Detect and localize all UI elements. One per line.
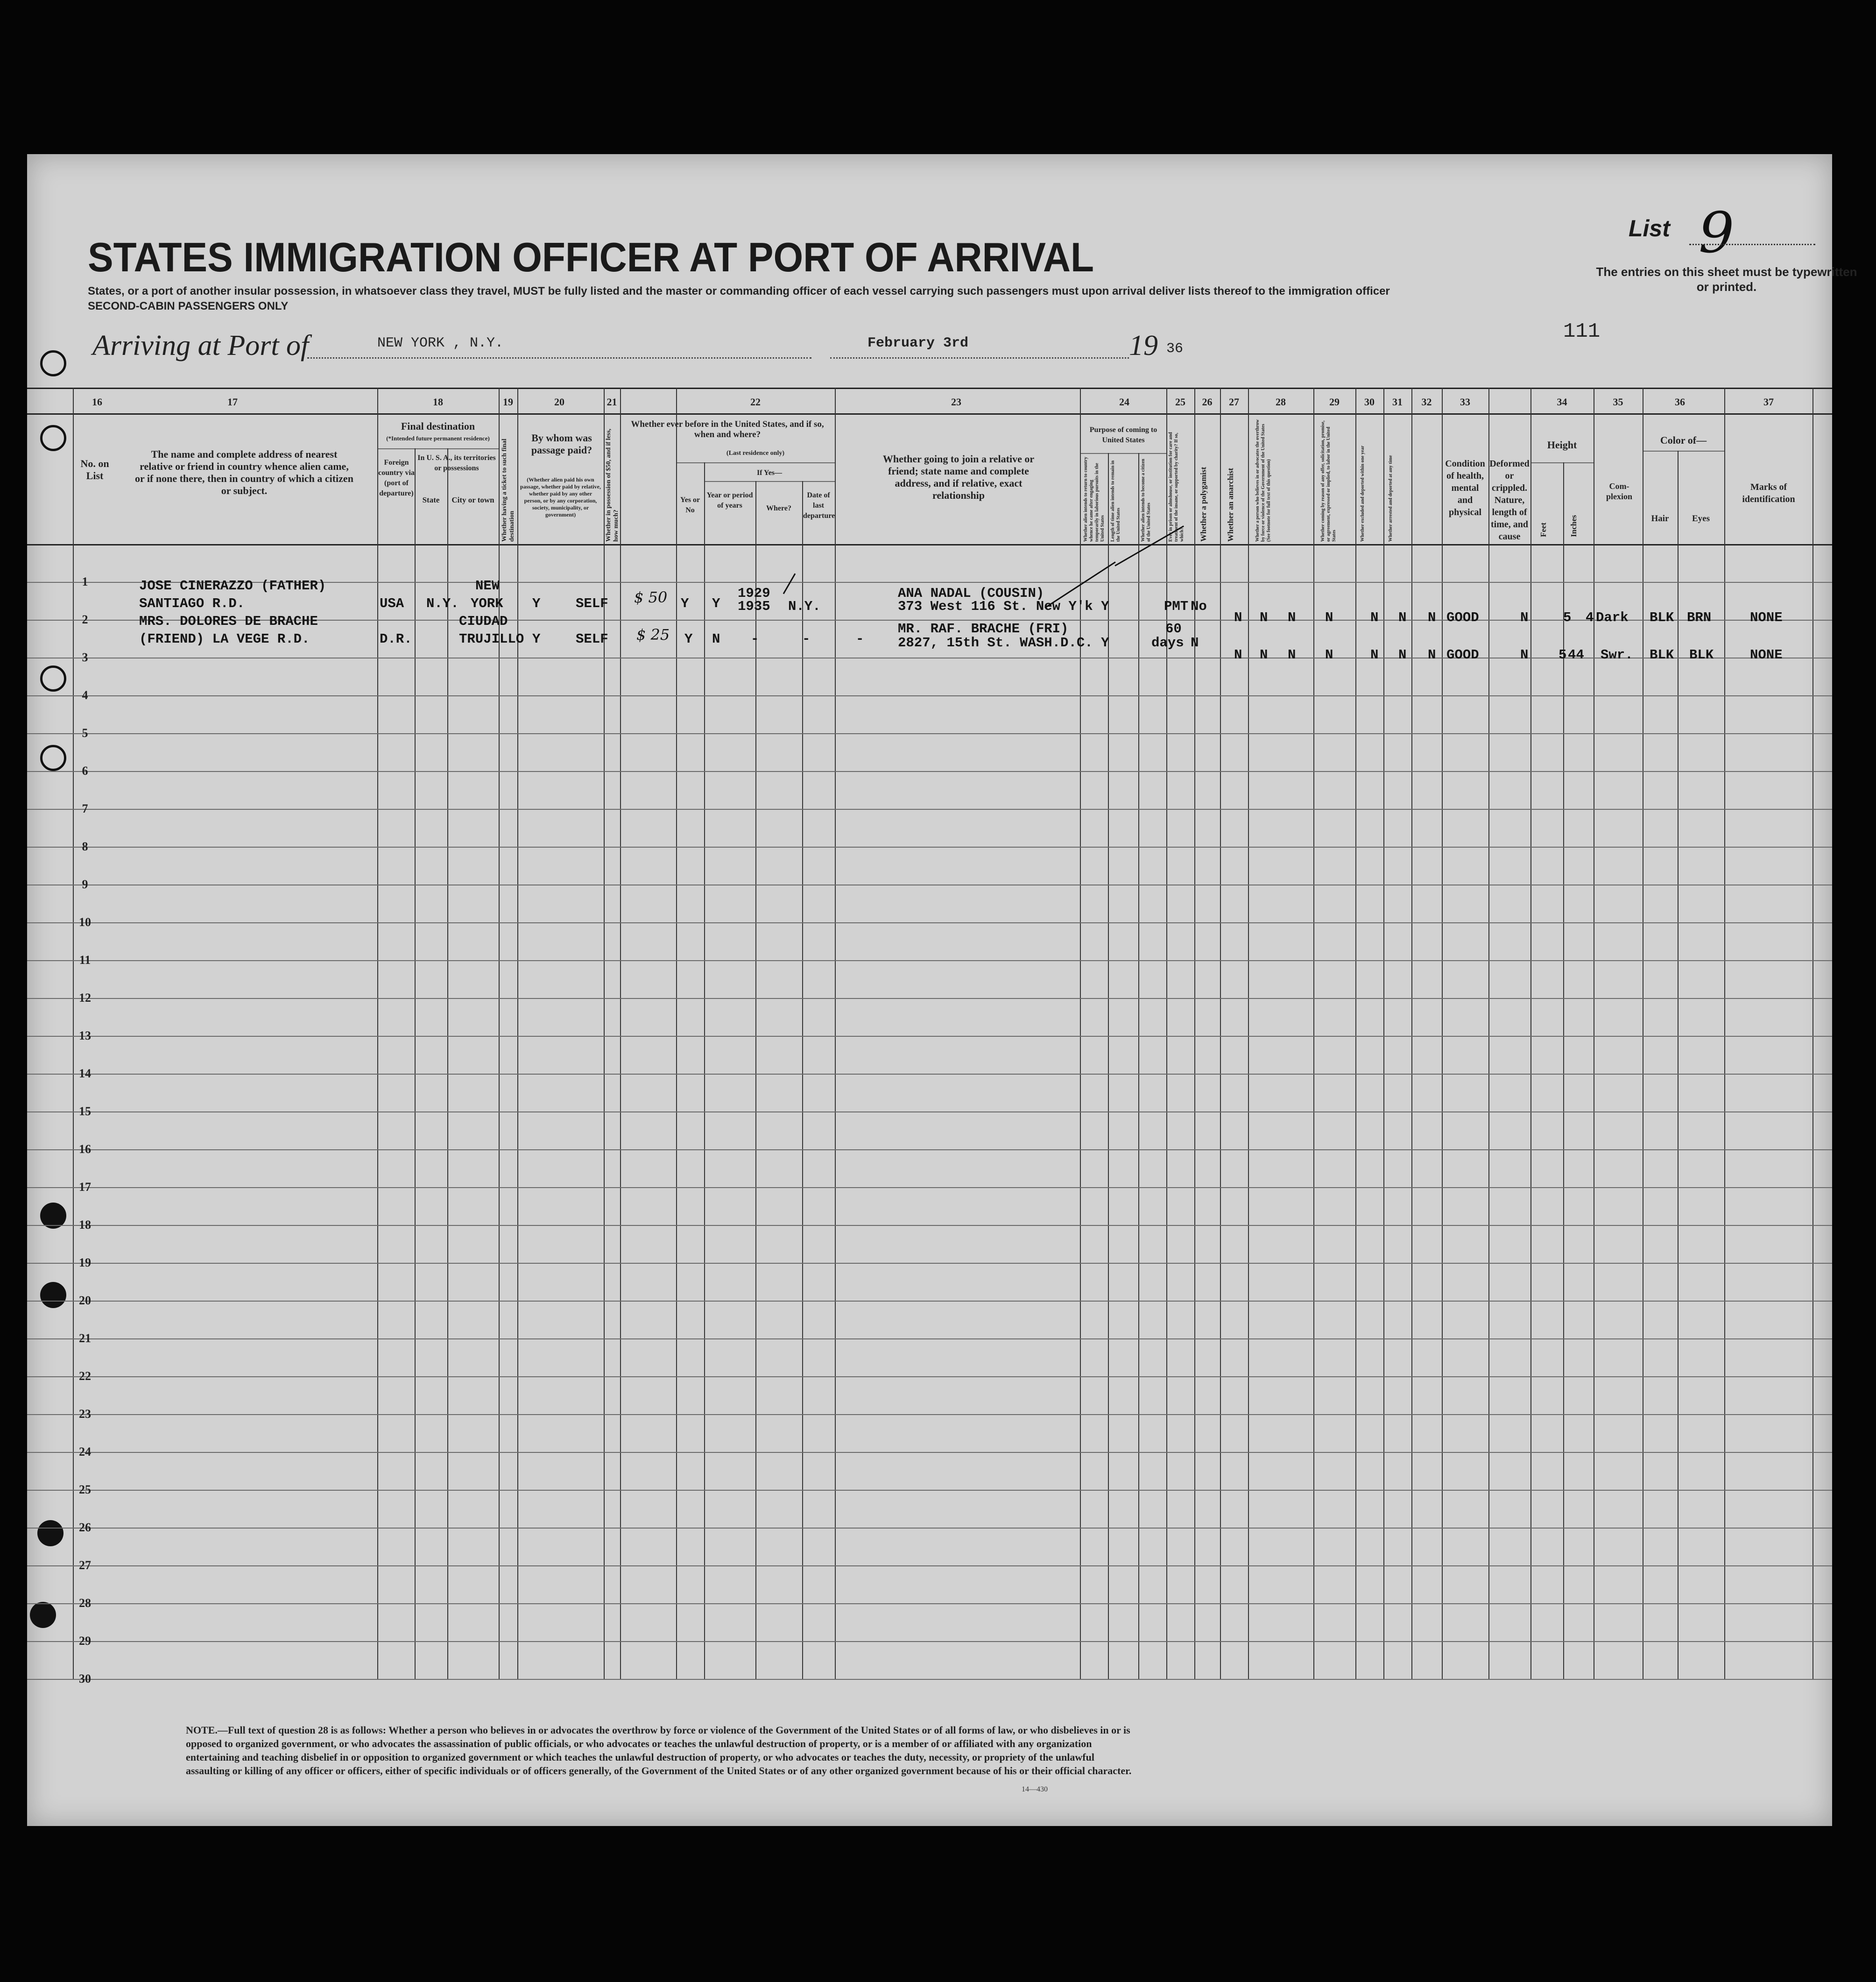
- header-last-residence: (Last residence only): [726, 450, 785, 457]
- entry-1-join-line1: ANA NADAL (COUSIN): [898, 586, 1044, 601]
- column-number: 29: [1329, 396, 1340, 408]
- header-in-usa: In U. S. A., its territories or possessions: [417, 454, 496, 472]
- header-q31: Whether arrested and deported at any time: [1388, 455, 1393, 542]
- row-rule: [27, 922, 1832, 923]
- header-final-destination: Final destination: [401, 420, 475, 432]
- header-relative-address: The name and complete address of nearest relative or friend in country whence alien came, or if none there, then in country of which a citizen or subject.: [135, 448, 353, 496]
- rule: [27, 388, 1832, 389]
- entry-2-anarchist: N: [1288, 647, 1296, 663]
- row-rule: [27, 1679, 1832, 1680]
- entry-1-marks: NONE: [1750, 610, 1783, 625]
- entry-1-ever-before: Y: [712, 596, 720, 611]
- col-line: [447, 448, 448, 1679]
- col-line: [755, 481, 756, 1679]
- entry-1-foreign-country: USA: [380, 596, 404, 611]
- col-line: [676, 388, 677, 1679]
- header-prison: Ever in prison or almshouse, or institution for care and treatment of the insane, or supported by charity? If so, which?: [1168, 432, 1185, 542]
- col-line: [1383, 388, 1384, 1679]
- entry-2-deformed: N: [1520, 647, 1529, 663]
- row-rule: [27, 1187, 1832, 1188]
- row-rule: [27, 1301, 1832, 1302]
- column-number: 33: [1460, 396, 1470, 408]
- entry-1-complexion: Dark: [1596, 610, 1629, 625]
- col-line: [1530, 388, 1531, 1679]
- row-number: 11: [79, 953, 91, 967]
- rule: [676, 462, 835, 463]
- header-polygamist: Whether a polygamist: [1199, 467, 1208, 542]
- list-number: 9: [1699, 201, 1735, 266]
- entry-2-foreign-country: D.R.: [380, 631, 412, 647]
- header-color-of: Color of—: [1660, 434, 1707, 446]
- row-number: 24: [79, 1445, 91, 1458]
- row-number: 18: [79, 1218, 91, 1232]
- manifest-grid: [27, 388, 1832, 1695]
- row-number: 17: [79, 1180, 91, 1194]
- header-join-relative: Whether going to join a relative or friend; state name and complete address, and if relative, exact relationship: [882, 453, 1035, 501]
- page-subtitle: [88, 284, 1512, 314]
- header-purpose-return: Whether alien intends to return to country whence he came after engaging temporarily in laborious pursuits in the United States: [1083, 457, 1105, 542]
- row-number: 25: [79, 1483, 91, 1496]
- column-number: 26: [1202, 396, 1213, 408]
- column-number: 34: [1557, 396, 1567, 408]
- row-rule: [27, 1565, 1832, 1566]
- entry-2-where: -: [802, 631, 811, 647]
- entry-1-polygamist: N: [1260, 610, 1268, 625]
- rule: [1080, 453, 1166, 454]
- entry-2-polygamist: N: [1260, 647, 1268, 663]
- header-purpose-citizen: Whether alien intends to become a citizen of the United States: [1141, 459, 1151, 542]
- column-number: 23: [951, 396, 961, 408]
- header-possession-50: Whether in possession of $50, and if less, how much?: [605, 428, 620, 542]
- col-line: [1678, 451, 1679, 1679]
- header-complexion: Com-plexion: [1606, 481, 1632, 501]
- entry-1-feet: 5: [1563, 610, 1572, 625]
- row-rule: [27, 1528, 1832, 1529]
- entry-1-join-line2: 373 West 116 St. New Y'k Y: [898, 599, 1109, 614]
- header-if-yes: If Yes—: [756, 469, 783, 477]
- header-purpose-length: Length of time alien intends to remain in the United States: [1110, 460, 1121, 542]
- column-number: 27: [1229, 396, 1239, 408]
- column-number: 18: [433, 396, 443, 408]
- col-line: [802, 481, 803, 1679]
- header-eyes: Eyes: [1692, 514, 1710, 524]
- entry-1-q31: N: [1428, 610, 1436, 625]
- entry-1-prison: N: [1234, 610, 1242, 625]
- header-hair: Hair: [1651, 514, 1669, 524]
- entry-1-relative-line1: JOSE CINERAZZO (FATHER): [139, 578, 326, 594]
- arrival-year-prefix: 19: [1129, 330, 1158, 361]
- header-height: Height: [1547, 439, 1577, 451]
- entry-1-hair: BLK: [1650, 610, 1674, 625]
- column-number: 28: [1276, 396, 1286, 408]
- entry-2-citizen: N: [1191, 635, 1199, 651]
- entry-2-q29: N: [1370, 647, 1379, 663]
- header-marks: Marks of identification: [1742, 482, 1795, 504]
- subtitle-line: States, or a port of another insular possession, in whatsoever class they travel, MUST be fully listed and the master or commanding officer of each vessel carrying such passengers must upon arrival deliver lists thereof to the immigration officer: [88, 285, 1390, 297]
- arrival-date: February 3rd: [867, 335, 969, 351]
- entry-2-inches: 44: [1568, 647, 1584, 663]
- rule: [27, 544, 1832, 545]
- header-condition: Condition of health, mental and physical: [1445, 459, 1485, 517]
- entry-1-year-line2: 1935: [738, 599, 770, 614]
- header-ever-before: Whether ever before in the United States, and if so, when and where?: [631, 419, 824, 439]
- row-number: 16: [79, 1142, 91, 1156]
- header-deformed: Deformed or crippled. Nature, length of time, and cause: [1489, 459, 1530, 542]
- column-number: 16: [92, 396, 102, 408]
- header-final-destination-note: (*Intended future permanent residence): [386, 435, 490, 442]
- row-number: 13: [79, 1029, 91, 1042]
- header-passage-paid: By whom was passage paid?: [531, 432, 592, 456]
- col-line: [1313, 388, 1314, 1679]
- page-title: STATES IMMIGRATION OFFICER AT PORT OF ARRIVAL: [88, 234, 1094, 280]
- arriving-label: Arriving at Port of: [92, 330, 309, 361]
- row-rule: [27, 1641, 1832, 1642]
- entry-2-marks: NONE: [1750, 647, 1783, 663]
- footnote: NOTE.—Full text of question 28 is as follows: Whether a person who believes in or advocates the overthrow by force or violence of the Government of the United States or of all forms of law, or who disbelieves in or is opposed to organized government, or who advocates the assassination of public officials, or who advocates or teaches the unlawful destruction of property, or is a member of or affiliated with any organization entertaining and teaching disbelief in or opposition to organized government or which teaches the unlawful destruction of property, or who advocates or teaches the duty, necessity, or propriety of the unlawful assaulting or killing of any officer or officers, either of specific individuals or of officers generally, of the Government of the United States or of any other organized government because of his or their official character.: [186, 1724, 1132, 1777]
- col-line: [1248, 388, 1249, 1679]
- header-passage-paid-note: (Whether alien paid his own passage, whether paid by relative, whether paid by any other person, or by any corporation, society, municipality, or government): [520, 476, 601, 518]
- entry-1-health: GOOD: [1446, 610, 1479, 625]
- row-number: 20: [79, 1294, 91, 1307]
- col-line: [704, 462, 705, 1679]
- row-number: 23: [79, 1407, 91, 1421]
- entry-1-city-line2: YORK: [471, 596, 503, 611]
- entry-2-relative-line1: MRS. DOLORES DE BRACHE: [139, 614, 318, 629]
- rule: [1530, 462, 1594, 463]
- row-number: 15: [79, 1104, 91, 1118]
- entry-2-complexion: Swr.: [1601, 647, 1633, 663]
- entry-1-eyes: BRN: [1687, 610, 1712, 625]
- rule: [377, 448, 499, 449]
- column-number: 32: [1421, 396, 1432, 408]
- entry-1-citizen: No: [1191, 599, 1207, 614]
- row-rule: [27, 847, 1832, 848]
- row-number: 3: [82, 651, 88, 664]
- row-rule: [27, 1149, 1832, 1150]
- col-line: [1411, 388, 1412, 1679]
- entry-1-possession-50: Y: [681, 596, 689, 611]
- header-ticket: Whether having a ticket to such final destination: [501, 439, 515, 542]
- column-number: 25: [1175, 396, 1185, 408]
- date-line: [830, 357, 1129, 359]
- header-inches: Inches: [1569, 515, 1578, 537]
- list-number-line: [1689, 244, 1815, 245]
- entry-2-city-line2: TRUJILLO: [459, 631, 524, 647]
- header-anarchist: Whether an anarchist: [1226, 467, 1235, 542]
- entry-1-state: N.Y.: [426, 596, 459, 611]
- header-date-last-departure: Date of last departure: [803, 491, 835, 520]
- entry-1-ticket: Y: [532, 596, 541, 611]
- column-number: 35: [1613, 396, 1623, 408]
- entry-1-passage-paid: SELF: [576, 596, 608, 611]
- row-rule: [27, 1603, 1832, 1604]
- column-number: 19: [503, 396, 513, 408]
- entry-1-q30: N: [1398, 610, 1407, 625]
- entry-2-ever-before: N: [712, 631, 720, 647]
- entry-2-cash-note: $ 25: [636, 626, 670, 644]
- entry-1-inches: 4: [1586, 610, 1594, 625]
- col-line: [1220, 388, 1221, 1679]
- entry-2-possession-50: Y: [684, 631, 693, 647]
- entry-1-cash-note: $ 50: [634, 588, 668, 606]
- column-number: 30: [1364, 396, 1375, 408]
- col-line: [377, 388, 378, 1679]
- col-line: [1563, 462, 1564, 1679]
- form-number: 14—430: [1022, 1785, 1048, 1793]
- header-q28: Whether a person who believes in or advocates the overthrow by force or violence of the Government of the United States (See footnote for full text of this question): [1255, 419, 1271, 542]
- rule: [27, 413, 1832, 415]
- entry-2-length-stay-line1: 60: [1165, 621, 1182, 637]
- row-number: 4: [82, 688, 88, 702]
- sheet-number: 111: [1563, 320, 1601, 343]
- entry-2-join-line2: 2827, 15th St. WASH.D.C. Y: [898, 635, 1109, 651]
- col-line: [1442, 388, 1443, 1679]
- list-label: List: [1629, 215, 1670, 241]
- col-line: [1488, 388, 1489, 1679]
- row-number: 19: [79, 1256, 91, 1269]
- column-number: 37: [1763, 396, 1774, 408]
- row-number: 5: [82, 726, 88, 740]
- entry-2-length-stay: days: [1151, 635, 1184, 651]
- entry-1-relative-line2: SANTIAGO R.D.: [139, 596, 245, 611]
- entry-1-q29: N: [1370, 610, 1379, 625]
- col-line: [1080, 388, 1081, 1679]
- row-number: 30: [79, 1672, 91, 1685]
- row-rule: [27, 1338, 1832, 1339]
- entry-2-q28: N: [1325, 647, 1333, 663]
- col-line: [415, 448, 416, 1679]
- entry-2-eyes: BLK: [1689, 647, 1714, 663]
- port-line: [307, 357, 811, 359]
- manifest-sheet: [27, 154, 1857, 1826]
- entry-1-city-line1: NEW: [475, 578, 500, 594]
- row-number: 10: [79, 915, 91, 929]
- row-number: 12: [79, 991, 91, 1005]
- col-line: [517, 388, 518, 1679]
- header-where: Where?: [766, 504, 791, 512]
- entries-note: The entries on this sheet must be typewritten or printed.: [1596, 265, 1857, 294]
- entry-2-health: GOOD: [1446, 647, 1479, 663]
- row-number: 2: [82, 613, 88, 626]
- row-number: 21: [79, 1331, 91, 1345]
- row-rule: [27, 1263, 1832, 1264]
- row-number: 22: [79, 1369, 91, 1383]
- row-number: 27: [79, 1558, 91, 1572]
- row-number: 29: [79, 1634, 91, 1648]
- column-number: 31: [1392, 396, 1403, 408]
- row-number: 7: [82, 802, 88, 815]
- col-line: [1194, 388, 1195, 1679]
- entry-2-relative-line2: (FRIEND) LA VEGE R.D.: [139, 631, 310, 647]
- rule: [704, 481, 835, 482]
- entry-2-feet: 5: [1559, 647, 1567, 663]
- entry-1-anarchist: N: [1288, 610, 1296, 625]
- entry-2-q30: N: [1398, 647, 1407, 663]
- row-rule: [27, 1111, 1832, 1112]
- col-line: [604, 388, 605, 1679]
- row-rule: [27, 1414, 1832, 1415]
- arrival-port: NEW YORK , N.Y.: [377, 335, 504, 351]
- entry-2-hair: BLK: [1650, 647, 1674, 663]
- row-rule: [27, 1225, 1832, 1226]
- subtitle-line: SECOND-CABIN PASSENGERS ONLY: [88, 300, 289, 312]
- column-number: 36: [1675, 396, 1685, 408]
- row-rule: [27, 1074, 1832, 1075]
- row-number: 6: [82, 764, 88, 778]
- col-line: [1724, 388, 1725, 1679]
- header-q29: Whether coming by reason of any offer, solicitation, promise, or agreement, expressed or implied, to labor in the United States: [1320, 420, 1337, 542]
- entry-2-year-line2: -: [751, 631, 759, 647]
- row-rule: [27, 809, 1832, 810]
- col-line: [835, 388, 836, 1679]
- row-number: 1: [82, 575, 88, 588]
- column-number: 24: [1119, 396, 1129, 408]
- column-number: 21: [607, 396, 617, 408]
- row-number: 9: [82, 878, 88, 891]
- entry-2-city-line1: CIUDAD: [459, 614, 508, 629]
- row-rule: [27, 960, 1832, 961]
- row-number: 26: [79, 1521, 91, 1534]
- row-rule: [27, 695, 1832, 696]
- row-number: 14: [79, 1067, 91, 1080]
- header-foreign-country: Foreign country via (port of departure): [378, 459, 415, 497]
- row-rule: [27, 1376, 1832, 1377]
- header-no-on-list: No. on List: [80, 458, 109, 481]
- row-rule: [27, 733, 1832, 734]
- entry-1-where: N.Y.: [788, 599, 821, 614]
- entry-2-q31: N: [1428, 647, 1436, 663]
- header-feet: Feet: [1539, 522, 1548, 537]
- header-city-or-town: City or town: [451, 496, 494, 504]
- binder-hole: [40, 350, 66, 376]
- entry-1-length-stay: PMT: [1164, 599, 1189, 614]
- column-number: 20: [554, 396, 564, 408]
- col-line: [1355, 388, 1356, 1679]
- row-number: 28: [79, 1596, 91, 1610]
- entry-2-date-last: -: [856, 631, 864, 647]
- header-yes-or-no: Yes or No: [680, 496, 700, 514]
- col-line: [1138, 453, 1139, 1679]
- row-rule: [27, 998, 1832, 999]
- entry-2-join-line1: MR. RAF. BRACHE (FRI): [898, 621, 1069, 637]
- arrival-year-suffix: 36: [1166, 341, 1184, 357]
- col-line: [1166, 388, 1167, 1679]
- row-rule: [27, 1490, 1832, 1491]
- entry-2-passage-paid: SELF: [576, 631, 608, 647]
- row-rule: [27, 771, 1832, 772]
- column-number: 17: [227, 396, 238, 408]
- column-number: 22: [750, 396, 761, 408]
- rule: [1643, 451, 1724, 452]
- entry-1-year-line1: 1929: [738, 586, 770, 601]
- entry-2-prison: N: [1234, 647, 1242, 663]
- entry-1-deformed: N: [1520, 610, 1529, 625]
- entry-1-q28: N: [1325, 610, 1333, 625]
- row-rule: [27, 1036, 1832, 1037]
- header-purpose: Purpose of coming to United States: [1089, 426, 1157, 444]
- header-year-or-period: Year or period of years: [706, 491, 753, 510]
- header-q30: Whether excluded and deported within one year: [1360, 446, 1365, 542]
- row-rule: [27, 1452, 1832, 1453]
- header-state: State: [422, 496, 440, 504]
- row-number: 8: [82, 840, 88, 853]
- handwritten-check-mark: [783, 573, 796, 594]
- entry-2-ticket: Y: [532, 631, 541, 647]
- col-line: [620, 388, 621, 1679]
